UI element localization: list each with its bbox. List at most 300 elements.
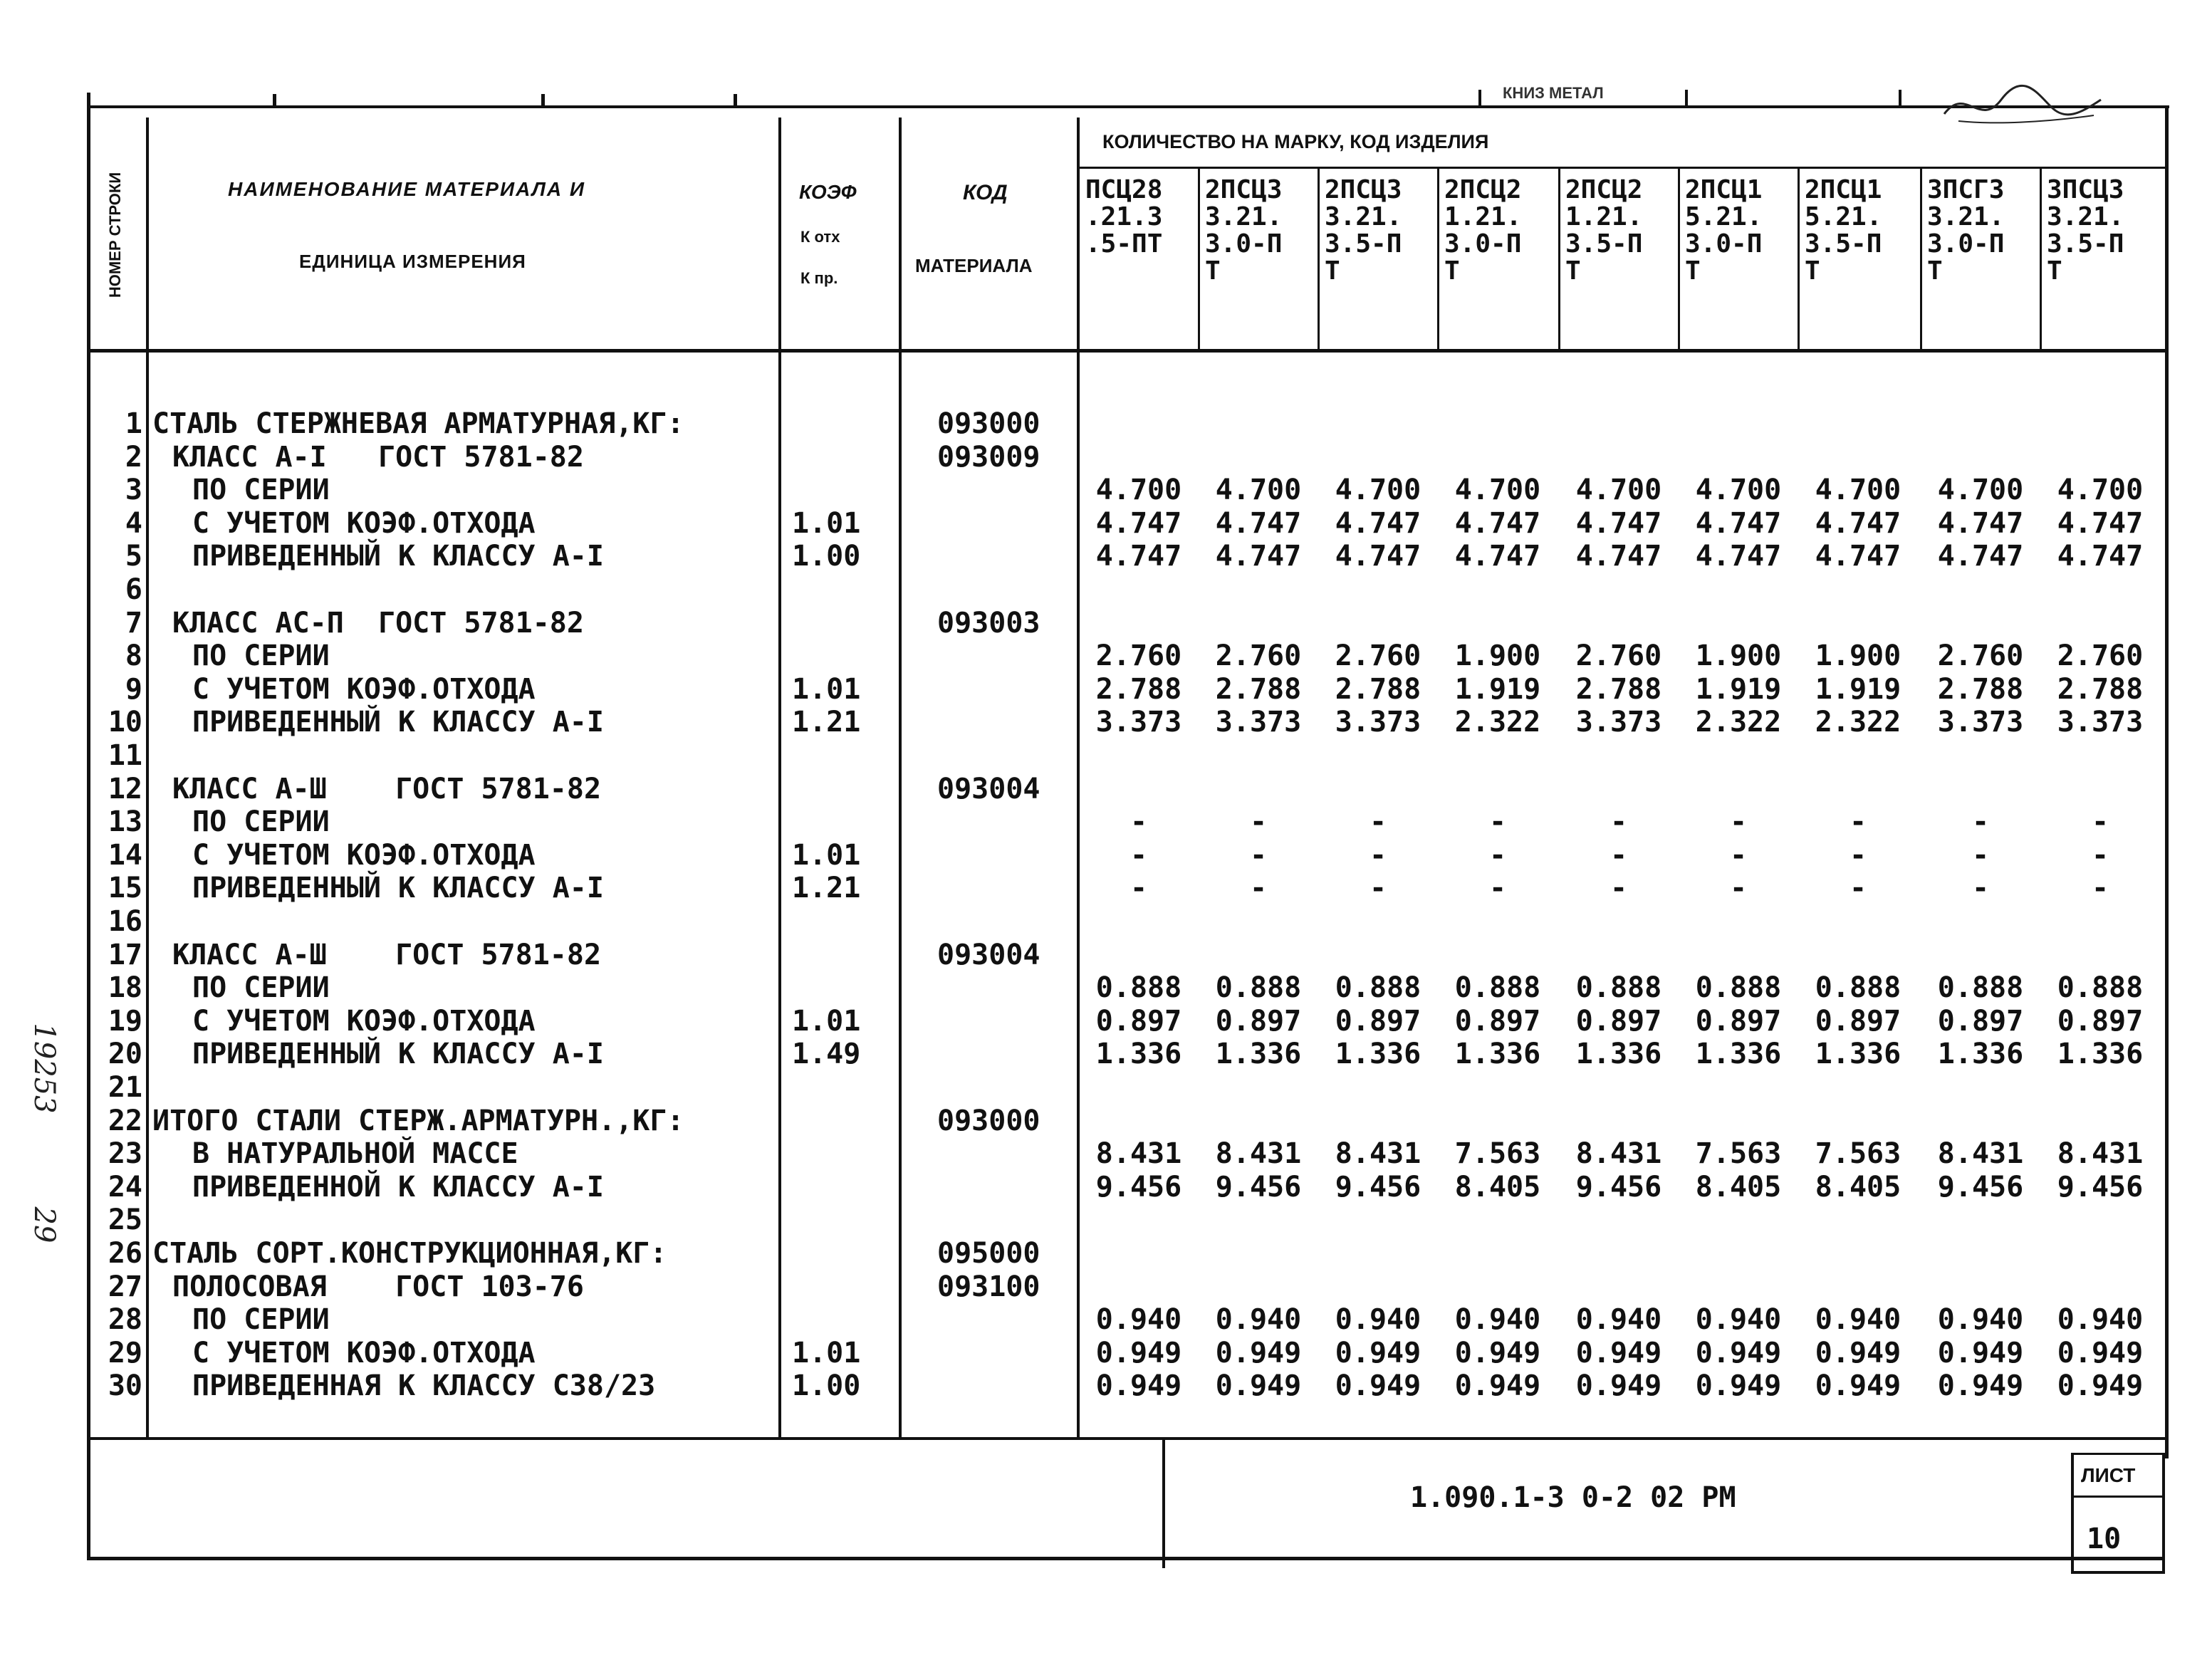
product-column-header: Т [1685,256,1701,286]
quantity-value: - [1130,805,1148,839]
product-column-header: .21.3 [1085,202,1163,231]
quantity-value: 1.900 [1695,640,1782,673]
product-column-header: ПСЦ28 [1085,175,1163,204]
quantity-value: 3.373 [1937,706,2024,739]
row-number: 25 [108,1204,142,1237]
quantity-value: 4.747 [1454,506,1541,540]
quantity-value: 0.897 [1215,1004,1302,1038]
row-number: 10 [108,706,142,739]
quantity-value: 0.897 [1335,1004,1421,1038]
material-name: ПО СЕРИИ [192,1303,330,1337]
quantity-value: - [1488,872,1507,905]
table-bottom-line [87,1437,2168,1440]
material-name: СТАЛЬ СОРТ.КОНСТРУКЦИОННАЯ,КГ: [152,1237,667,1270]
quantity-value: 1.336 [1937,1038,2024,1071]
quantity-value: 4.700 [1575,474,1662,507]
material-unit-header: ЕДИНИЦА ИЗМЕРЕНИЯ [299,251,526,272]
row-number: 21 [108,1071,142,1104]
product-column-header: 2ПСЦ3 [1205,175,1283,204]
sheet-box-right [2162,1453,2165,1574]
row-number: 2 [125,440,142,474]
quantity-value: 0.888 [1815,971,1901,1005]
quantity-value: 2.788 [1335,672,1421,706]
row-number: 8 [125,640,142,673]
product-col-sep [1437,168,1439,350]
quantity-value: 0.949 [2057,1336,2144,1369]
quantity-value: 8.431 [1937,1137,2024,1171]
product-column-header: 1.21. [1444,202,1522,231]
product-col-sep [1318,168,1320,350]
quantity-value: 0.888 [1335,971,1421,1005]
quantity-value: - [2091,805,2109,839]
quantity-value: 3.373 [1335,706,1421,739]
material-name: ПО СЕРИИ [192,640,330,673]
quantity-value: - [1849,838,1867,872]
quantity-value: 0.897 [1454,1004,1541,1038]
quantity-value: 0.940 [1335,1303,1421,1337]
product-col-sep [2040,168,2042,350]
coefficient: 1.01 [792,1004,861,1038]
quantity-value: 3.373 [1095,706,1182,739]
frame-tick [734,94,737,108]
product-column-header: 3.5-П [1325,229,1402,259]
quantity-value: 7.563 [1454,1137,1541,1171]
quantity-value: 8.405 [1695,1170,1782,1204]
product-column-header: Т [2047,256,2062,286]
row-number: 18 [108,971,142,1005]
material-name: ПОЛОСОВАЯ ГОСТ 103-76 [172,1270,584,1303]
quantity-value: 2.322 [1815,706,1901,739]
product-col-sep [1678,168,1680,350]
quantity-value: 1.900 [1454,640,1541,673]
material-name: КЛАСС АС-П ГОСТ 5781-82 [172,606,584,640]
quantity-value: - [1971,805,1990,839]
quantity-value: 0.888 [1454,971,1541,1005]
product-column-header: 3.5-П [1805,229,1882,259]
quantity-value: 4.747 [1575,506,1662,540]
quantity-value: 2.322 [1695,706,1782,739]
material-name: ПРИВЕДЕННАЯ К КЛАССУ С38/23 [192,1369,656,1403]
quantity-value: 0.897 [1695,1004,1782,1038]
quantity-value: 4.747 [2057,540,2144,573]
quantity-value: 7.563 [1815,1137,1901,1171]
quantity-value: 0.897 [1575,1004,1662,1038]
material-name: ИТОГО СТАЛИ СТЕРЖ.АРМАТУРН.,КГ: [152,1104,684,1137]
quantity-value: - [1610,838,1628,872]
quantity-value: 2.760 [1937,640,2024,673]
quantity-value: 0.949 [1335,1369,1421,1403]
material-name: ПРИВЕДЕННЫЙ К КЛАССУ А-I [192,706,604,739]
material-name: С УЧЕТОМ КОЭФ.ОТХОДА [192,672,536,706]
product-column-header: Т [1444,256,1460,286]
quantity-value: 0.940 [1095,1303,1182,1337]
sheet-label: ЛИСТ [2081,1464,2136,1486]
document-code: 1.090.1-3 0-2 02 РМ [1410,1481,1736,1514]
product-col-sep [1920,168,1922,350]
quantity-value: - [1130,872,1148,905]
col-sep-rownum [146,118,149,1439]
material-name: СТАЛЬ СТЕРЖНЕВАЯ АРМАТУРНАЯ,КГ: [152,407,684,440]
quantity-value: 0.949 [1695,1369,1782,1403]
row-number: 9 [125,672,142,706]
coefficient: 1.21 [792,706,861,739]
quantity-value: - [1130,838,1148,872]
material-name: В НАТУРАЛЬНОЙ МАССЕ [192,1137,518,1171]
product-column-header: .5-ПТ [1085,229,1163,259]
quantity-value: - [2091,872,2109,905]
quantity-value: 1.336 [1815,1038,1901,1071]
quantity-value: - [1369,838,1387,872]
product-column-header: 3.5-П [1565,229,1643,259]
frame-tick [1685,90,1688,108]
quantity-value: 8.431 [1215,1137,1302,1171]
product-column-header: 3.0-П [1444,229,1522,259]
product-column-header: 3.21. [1325,202,1402,231]
row-number: 11 [108,739,142,772]
quantity-value: 4.747 [1815,506,1901,540]
quantity-value: 4.700 [1454,474,1541,507]
product-column-header: 5.21. [1685,202,1763,231]
product-col-sep [1558,168,1560,350]
quantity-value: 1.919 [1454,672,1541,706]
quantity-value: 9.456 [1937,1170,2024,1204]
quantity-value: 4.747 [1335,506,1421,540]
quantity-header: КОЛИЧЕСТВО НА МАРКУ, КОД ИЗДЕЛИЯ [1102,131,1489,152]
quantity-value: 0.949 [1215,1336,1302,1369]
margin-archive-number: 19253 [28,1023,61,1114]
code-header: КОД [963,181,1008,204]
quantity-value: 9.456 [1335,1170,1421,1204]
stamp-bottom-line [87,1557,2164,1560]
product-column-header: Т [1325,256,1340,286]
quantity-value: 4.700 [1095,474,1182,507]
quantity-value: 0.949 [1937,1336,2024,1369]
material-code: 093003 [937,606,1040,640]
sheet-box-top [2071,1453,2165,1455]
margin-page-number: 29 [28,1206,61,1243]
quantity-value: 0.949 [1335,1336,1421,1369]
quantity-value: - [1488,838,1507,872]
quantity-value: 2.788 [1095,672,1182,706]
product-column-header: 2ПСЦ1 [1685,175,1763,204]
quantity-value: 8.431 [1335,1137,1421,1171]
quantity-value: 0.897 [1095,1004,1182,1038]
quantity-value: 9.456 [1215,1170,1302,1204]
sheet-box-mid [2071,1496,2165,1498]
quantity-value: 0.897 [1937,1004,2024,1038]
quantity-value: 4.747 [1335,540,1421,573]
row-number: 15 [108,872,142,905]
material-code: 093100 [937,1270,1040,1303]
quantity-value: 8.405 [1454,1170,1541,1204]
row-number: 28 [108,1303,142,1337]
material-name: ПО СЕРИИ [192,971,330,1005]
quantity-value: 0.897 [2057,1004,2144,1038]
quantity-value: 4.747 [1095,506,1182,540]
row-number: 23 [108,1137,142,1171]
quantity-value: 4.700 [1937,474,2024,507]
product-column-header: 3.5-П [2047,229,2124,259]
quantity-value: 1.919 [1815,672,1901,706]
top-stamp-text: КНИЗ МЕТАЛ [1503,84,1604,102]
quantity-value: 7.563 [1695,1137,1782,1171]
row-number-header: НОМЕР СТРОКИ [106,172,124,298]
quantity-value: 4.747 [1215,506,1302,540]
row-number: 20 [108,1038,142,1071]
quantity-value: 0.949 [1575,1369,1662,1403]
quantity-value: 4.747 [1937,506,2024,540]
quantity-value: 0.940 [1937,1303,2024,1337]
row-number: 4 [125,506,142,540]
material-code: 093009 [937,440,1040,474]
quantity-value: 0.949 [1454,1336,1541,1369]
quantity-value: 2.760 [1215,640,1302,673]
quantity-value: - [1610,805,1628,839]
product-column-header: 1.21. [1565,202,1643,231]
row-number: 24 [108,1170,142,1204]
quantity-value: 1.336 [2057,1038,2144,1071]
quantity-value: 2.788 [1937,672,2024,706]
quantity-header-line [1079,167,2169,169]
col-sep-name [778,118,781,1439]
material-code: 093004 [937,938,1040,971]
product-column-header: 3.21. [2047,202,2124,231]
quantity-value: 4.747 [1815,540,1901,573]
quantity-value: 3.373 [1575,706,1662,739]
coefficient: 1.01 [792,506,861,540]
quantity-value: 0.949 [1095,1336,1182,1369]
material-name: ПРИВЕДЕННЫЙ К КЛАССУ А-I [192,872,604,905]
quantity-value: - [1971,838,1990,872]
row-number: 22 [108,1104,142,1137]
quantity-value: 0.940 [1215,1303,1302,1337]
quantity-value: 0.888 [1575,971,1662,1005]
product-col-sep [1198,168,1200,350]
row-number: 30 [108,1369,142,1403]
quantity-value: 8.431 [2057,1137,2144,1171]
quantity-value: 2.788 [1575,672,1662,706]
material-name: С УЧЕТОМ КОЭФ.ОТХОДА [192,838,536,872]
quantity-value: 1.336 [1575,1038,1662,1071]
sheet-box-left [2071,1453,2074,1574]
product-column-header: 2ПСЦ1 [1805,175,1882,204]
row-number: 13 [108,805,142,839]
quantity-value: - [1249,838,1268,872]
quantity-value: - [1729,872,1748,905]
quantity-value: 1.336 [1695,1038,1782,1071]
quantity-value: - [1729,838,1748,872]
frame-tick [541,94,545,108]
quantity-value: 4.747 [1575,540,1662,573]
quantity-value: 0.888 [1937,971,2024,1005]
quantity-value: - [1849,872,1867,905]
quantity-value: 2.788 [2057,672,2144,706]
material-code: 093000 [937,1104,1040,1137]
quantity-value: 1.919 [1695,672,1782,706]
product-column-header: Т [1205,256,1221,286]
quantity-value: 2.760 [1575,640,1662,673]
quantity-value: 3.373 [2057,706,2144,739]
quantity-value: 2.760 [2057,640,2144,673]
product-column-header: 3.0-П [1205,229,1283,259]
signature [1937,71,2108,135]
product-column-header: 3ПСГ3 [1927,175,2005,204]
row-number: 14 [108,838,142,872]
quantity-value: 0.949 [1695,1336,1782,1369]
product-column-header: 3.0-П [1685,229,1763,259]
coefficient: 1.01 [792,672,861,706]
quantity-value: 2.760 [1095,640,1182,673]
quantity-value: 9.456 [1575,1170,1662,1204]
quantity-value: 9.456 [1095,1170,1182,1204]
quantity-value: 0.949 [1454,1369,1541,1403]
material-name: КЛАСС А-Ш ГОСТ 5781-82 [172,938,602,971]
quantity-value: - [1369,805,1387,839]
material-name: ПРИВЕДЕННЫЙ К КЛАССУ А-I [192,1038,604,1071]
quantity-value: 4.747 [1937,540,2024,573]
row-number: 3 [125,474,142,507]
material-code: 095000 [937,1237,1040,1270]
quantity-value: 0.940 [1815,1303,1901,1337]
quantity-value: 4.747 [1454,540,1541,573]
quantity-value: 4.747 [1695,506,1782,540]
row-number: 26 [108,1237,142,1270]
coefficient: 1.01 [792,838,861,872]
frame-top [87,105,2169,108]
product-column-header: 2ПСЦ3 [1325,175,1402,204]
material-name-header: НАИМЕНОВАНИЕ МАТЕРИАЛА И [228,178,586,200]
coefficient: 1.00 [792,1369,861,1403]
coefficient: 1.49 [792,1038,861,1071]
col-sep-coef [899,118,902,1439]
quantity-value: - [1369,872,1387,905]
quantity-value: 8.431 [1575,1137,1662,1171]
coefficient: 1.01 [792,1336,861,1369]
quantity-value: 0.949 [2057,1369,2144,1403]
quantity-value: 1.336 [1215,1038,1302,1071]
quantity-value: 0.949 [1575,1336,1662,1369]
material-name: ПРИВЕДЕННЫЙ К КЛАССУ А-I [192,540,604,573]
frame-tick [1899,90,1901,108]
row-number: 19 [108,1004,142,1038]
quantity-value: 9.456 [2057,1170,2144,1204]
frame-right [2165,105,2169,1458]
quantity-value: 8.431 [1095,1137,1182,1171]
quantity-value: - [1849,805,1867,839]
quantity-value: - [1488,805,1507,839]
sheet-number: 10 [2087,1523,2122,1555]
product-column-header: 3.21. [1205,202,1283,231]
product-column-header: 5.21. [1805,202,1882,231]
coefficient: 1.00 [792,540,861,573]
quantity-value: 0.888 [1215,971,1302,1005]
quantity-value: 0.940 [1454,1303,1541,1337]
material-code: 093000 [937,407,1040,440]
frame-left [87,105,90,1558]
material-name: С УЧЕТОМ КОЭФ.ОТХОДА [192,506,536,540]
quantity-value: 1.336 [1095,1038,1182,1071]
header-bottom-line [87,349,2168,353]
code-header-material: МАТЕРИАЛА [915,255,1033,276]
quantity-value: 1.336 [1454,1038,1541,1071]
material-name: ПО СЕРИИ [192,474,330,507]
quantity-value: 0.888 [1095,971,1182,1005]
coefficient: 1.21 [792,872,861,905]
material-name: КЛАСС А-Ш ГОСТ 5781-82 [172,772,602,805]
quantity-value: 2.760 [1335,640,1421,673]
quantity-value: 2.322 [1454,706,1541,739]
quantity-value: 1.336 [1335,1038,1421,1071]
quantity-value: - [1610,872,1628,905]
frame-tick [273,94,276,108]
quantity-value: 0.940 [1575,1303,1662,1337]
quantity-value: - [1249,872,1268,905]
row-number: 1 [125,407,142,440]
quantity-value: - [1729,805,1748,839]
product-column-header: Т [1927,256,1943,286]
quantity-value: 0.949 [1815,1336,1901,1369]
product-column-header: Т [1805,256,1820,286]
quantity-value: 4.700 [1815,474,1901,507]
stamp-left-line [1162,1439,1165,1568]
quantity-value: 0.949 [1937,1369,2024,1403]
quantity-value: 4.747 [1695,540,1782,573]
frame-tick [1478,90,1481,108]
row-number: 29 [108,1336,142,1369]
row-number: 17 [108,938,142,971]
quantity-value: 4.700 [1215,474,1302,507]
quantity-value: 1.900 [1815,640,1901,673]
quantity-value: - [2091,838,2109,872]
quantity-value: 0.949 [1215,1369,1302,1403]
quantity-value: 4.700 [2057,474,2144,507]
quantity-value: 4.747 [2057,506,2144,540]
product-column-header: 3.21. [1927,202,2005,231]
material-name: С УЧЕТОМ КОЭФ.ОТХОДА [192,1004,536,1038]
quantity-value: - [1249,805,1268,839]
quantity-value: 0.940 [1695,1303,1782,1337]
material-name: С УЧЕТОМ КОЭФ.ОТХОДА [192,1336,536,1369]
quantity-value: 4.747 [1095,540,1182,573]
quantity-value: - [1971,872,1990,905]
row-number: 16 [108,905,142,938]
quantity-value: 0.940 [2057,1303,2144,1337]
quantity-value: 4.747 [1215,540,1302,573]
row-number: 5 [125,540,142,573]
quantity-value: 8.405 [1815,1170,1901,1204]
quantity-value: 4.700 [1695,474,1782,507]
quantity-value: 2.788 [1215,672,1302,706]
product-column-header: 3.0-П [1927,229,2005,259]
material-name: КЛАСС А-I ГОСТ 5781-82 [172,440,584,474]
quantity-value: 0.949 [1815,1369,1901,1403]
coef-reduce-header: К пр. [800,269,838,287]
sheet-box-bottom [2071,1571,2165,1574]
quantity-value: 0.888 [1695,971,1782,1005]
row-number: 12 [108,772,142,805]
quantity-value: 0.949 [1095,1369,1182,1403]
quantity-value: 0.888 [2057,971,2144,1005]
quantity-value: 3.373 [1215,706,1302,739]
coef-header: КОЭФ [799,181,857,203]
quantity-value: 0.897 [1815,1004,1901,1038]
product-column-header: 3ПСЦ3 [2047,175,2124,204]
product-col-sep [1798,168,1800,350]
row-number: 7 [125,606,142,640]
product-column-header: 2ПСЦ2 [1565,175,1643,204]
quantity-value: 4.700 [1335,474,1421,507]
product-column-header: Т [1565,256,1581,286]
